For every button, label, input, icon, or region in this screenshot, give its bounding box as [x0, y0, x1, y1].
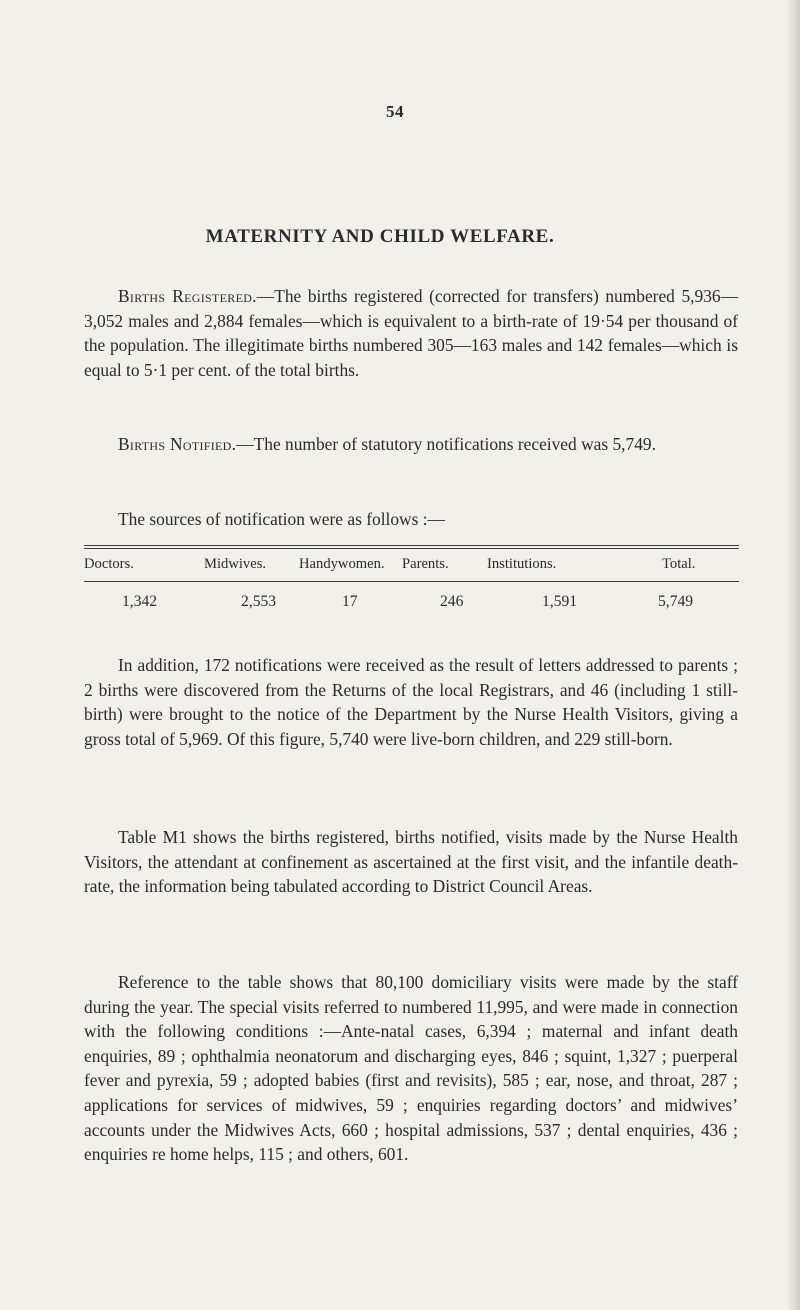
addition-text: In addition, 172 notifications were received as the result of letters addressed to parents ; 2 births were discovered from the Returns of the local Registrars, and 46 (including 1 still-birth) were brought to the notice of the Department by the Nurse Health Visitors, giving a gross total of 5,969. Of this figure, 5,740 were live-born children, and 229 still-born.: [84, 655, 738, 749]
table-header-cell: Parents.: [402, 556, 449, 572]
notification-sources-table: [84, 545, 739, 624]
reference-text: Reference to the table shows that 80,100 domiciliary visits were made by the staff during the year. The special visits referred to numbered 11,995, and were made in connection with the following conditions :—Ante-natal cases, 6,394 ; maternal and infant death enquiries, 89 ; ophthalmia neonatorum and discharging eyes, 846 ; squint, 1,327 ; puerperal fever and pyrexia, 59 ; adopted babies (first and revisits), 585 ; ear, nose, and throat, 287 ; applications for services of midwives, 59 ; enquiries regarding doctors’ and midwives’ accounts under the Midwives Acts, 660 ; hospital admissions, 537 ; dental enquiries, 436 ; enquiries re home helps, 115 ; and others, 601.: [84, 972, 738, 1165]
table-cell: 1,342: [122, 593, 158, 610]
births-registered-heading: Births Registered.: [118, 286, 257, 306]
page-edge-shadow: [786, 0, 800, 1310]
table-header-cell: Doctors.: [84, 556, 134, 572]
paragraph-reference: [84, 970, 738, 1167]
page-number: 54: [386, 102, 404, 121]
table-rule-top: [84, 545, 739, 546]
table-cell: 1,591: [542, 593, 578, 610]
table-row: [84, 582, 739, 624]
births-notified-text: —The number of statutory notifications received was 5,749.: [236, 434, 656, 454]
table-header-cell: Institutions.: [487, 556, 557, 572]
paragraph-births-notified: [84, 432, 738, 457]
paragraph-addition: [84, 653, 738, 751]
table-cell: 5,749: [658, 593, 694, 610]
table-header-cell: Total.: [662, 556, 696, 572]
births-registered-text: —The births registered (corrected for transfers) numbered 5,936—3,052 males and 2,884 females—which is equivalent to a birth-rate of 19·54 per thousand of the population. The illegitimate births numbered 305—163 males and 142 females—which is equal to 5·1 per cent. of the total births.: [84, 286, 738, 380]
paragraph-births-registered: [84, 284, 738, 382]
births-notified-heading: Births Notified.: [118, 434, 237, 454]
table-cell: 246: [440, 593, 464, 610]
sources-intro-text: The sources of notification were as follows :—: [118, 509, 445, 529]
table-header-row: [84, 549, 739, 581]
paragraph-table-m1: [84, 825, 738, 899]
table-cell: 2,553: [241, 593, 277, 610]
table-m1-text: Table M1 shows the births registered, births notified, visits made by the Nurse Health Visitors, the attendant at confinement as ascertained at the first visit, and the infantile death-rate, the information being tabulated according to District Council Areas.: [84, 827, 738, 897]
table-header-cell: Midwives.: [204, 556, 267, 572]
paragraph-sources-intro: [84, 507, 738, 532]
page-title: MATERNITY AND CHILD WELFARE.: [205, 226, 555, 247]
table-cell: 17: [342, 593, 358, 610]
table-header-cell: Handywomen.: [299, 556, 385, 572]
